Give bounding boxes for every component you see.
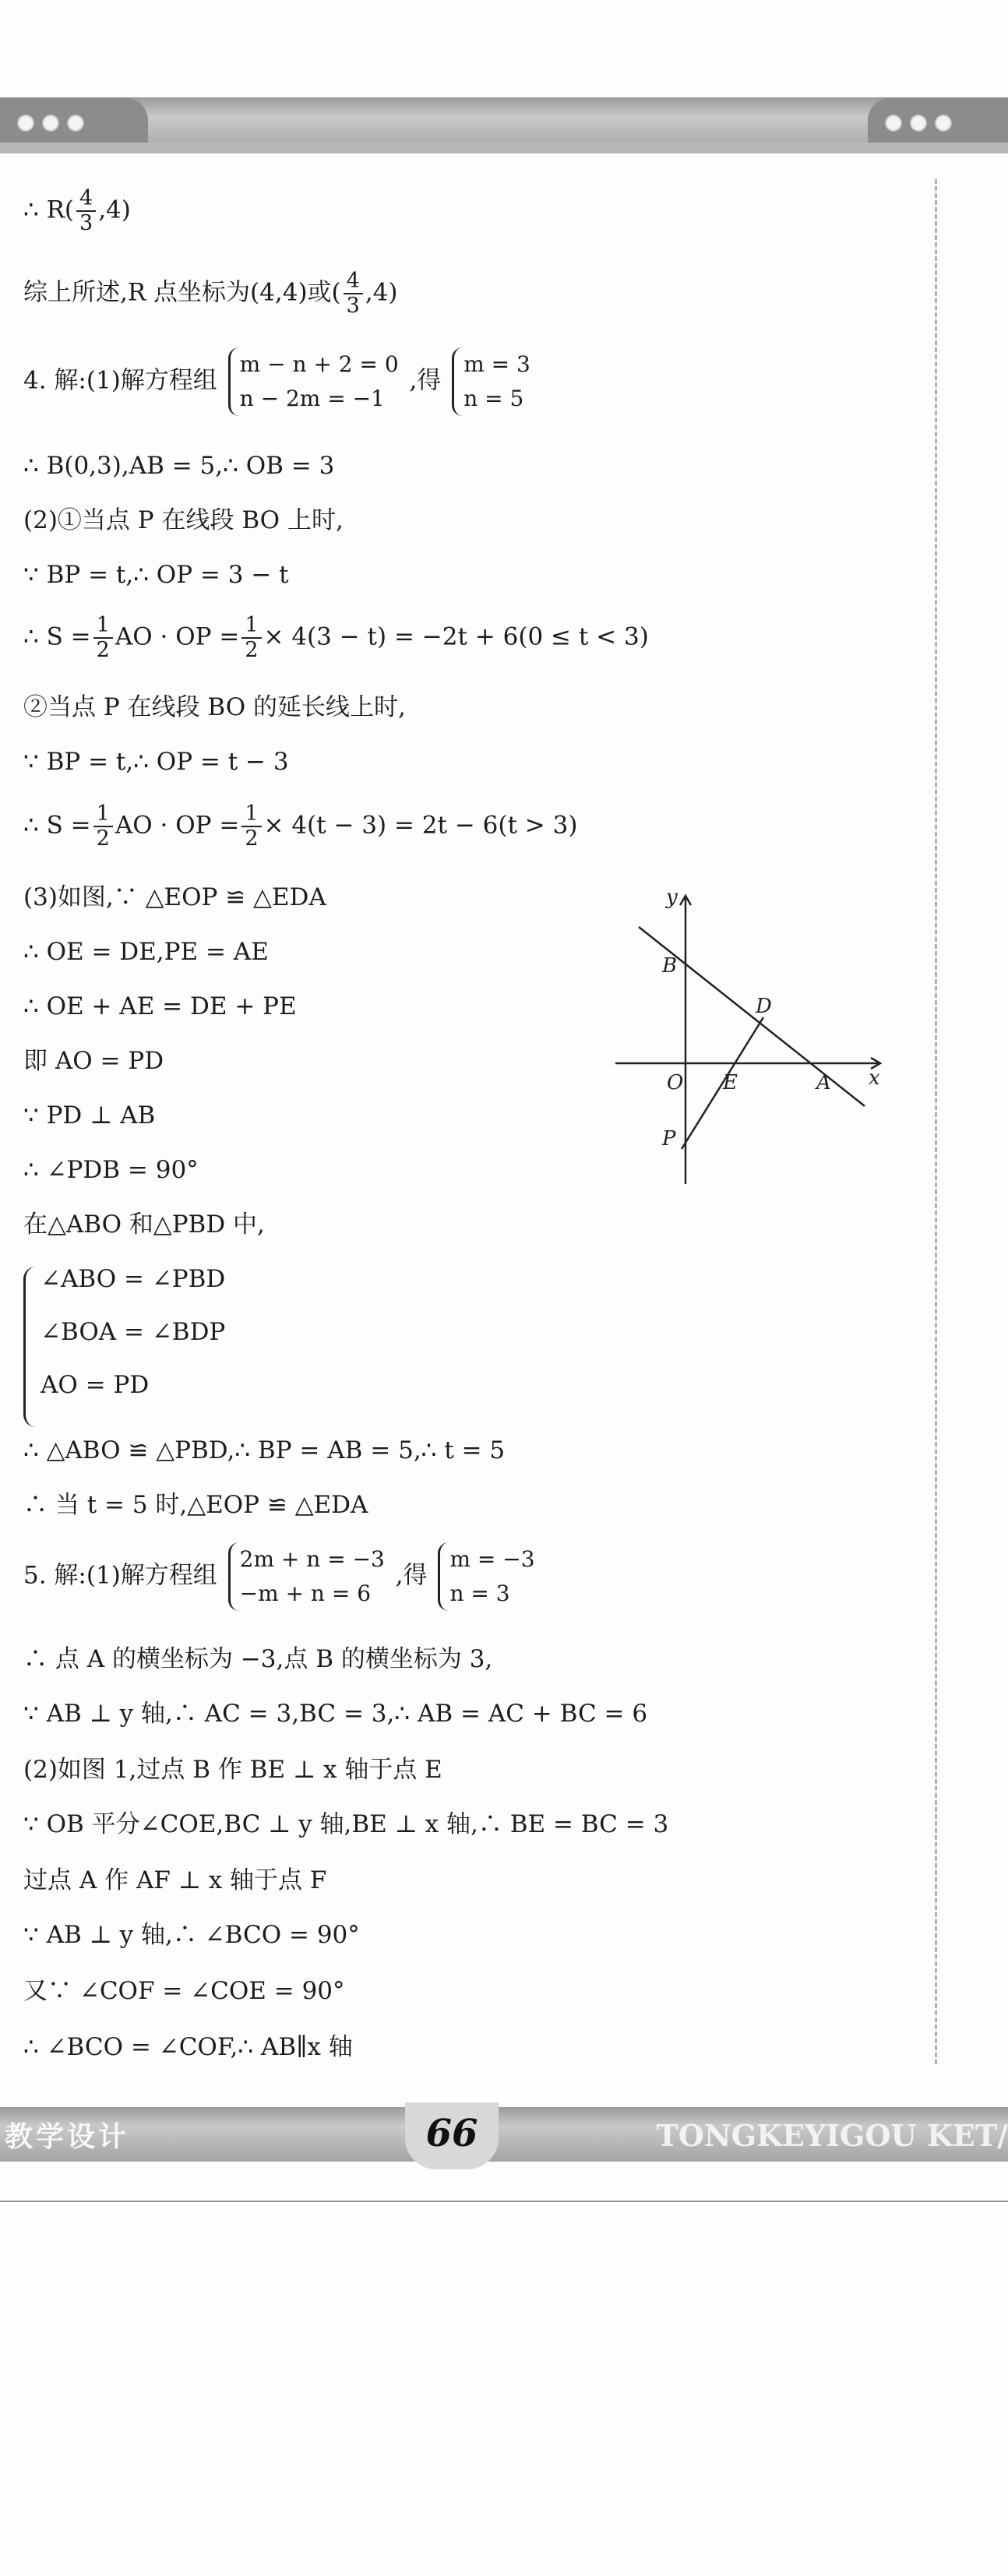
line-2: 综上所述,R 点坐标为(4,4)或( $\frac{4}{3}$ ,4)	[23, 269, 398, 318]
line-24: ∴ 点 A 的横坐标为 −3,点 B 的横坐标为 3,	[23, 1645, 493, 1673]
line-13: ∴ OE + AE = DE + PE	[23, 992, 297, 1020]
line-26: (2)如图 1,过点 B 作 BE ⊥ x 轴于点 E	[23, 1756, 442, 1784]
line-17: 在△ABO 和△PBD 中,	[23, 1210, 265, 1239]
solution-system: m = 3 n = 5	[452, 347, 530, 416]
line-6: ∵ BP = t,∴ OP = 3 − t	[23, 561, 289, 589]
equation-system: m − n + 2 = 0 n − 2m = −1	[228, 347, 399, 416]
fraction: $\frac{4}{3}$	[76, 187, 96, 235]
line-21: ∴ △ABO ≌ △PBD,∴ BP = AB = 5,∴ t = 5	[23, 1436, 506, 1464]
label-p: P	[662, 1127, 676, 1151]
site-text: TONGKEYIGOU KET/	[656, 2118, 1008, 2153]
fraction: $\frac{1}{2}$	[241, 614, 261, 662]
line-20: AO = PD	[41, 1371, 150, 1399]
geometry-figure	[608, 880, 888, 1192]
section-label: 教学设计	[5, 2121, 130, 2153]
column-divider	[935, 179, 937, 2064]
equation-system: 2m + n = −3 −m + n = 6	[228, 1542, 385, 1611]
fraction: $\frac{1}{2}$	[93, 802, 113, 851]
line-19: ∠BOA = ∠BDP	[41, 1318, 226, 1346]
label-x: x	[869, 1066, 880, 1090]
label-b: B	[662, 954, 678, 978]
line-14: 即 AO = PD	[23, 1047, 164, 1075]
label-e: E	[723, 1071, 738, 1094]
line-1: ∴ R( $\frac{4}{3}$ ,4)	[23, 186, 131, 235]
line-3-equation-system: 4. 解:(1)解方程组 m − n + 2 = 0 n − 2m = −1 ,得 m = 3 n = 5	[23, 347, 534, 416]
fraction: $\frac{4}{3}$	[344, 270, 363, 318]
line-25: ∵ AB ⊥ y 轴,∴ AC = 3,BC = 3,∴ AB = AC + BC = 6	[23, 1700, 648, 1728]
line-27: ∵ OB 平分∠COE,BC ⊥ y 轴,BE ⊥ x 轴,∴ BE = BC = 3	[23, 1810, 669, 1838]
line-22: ∴ 当 t = 5 时,△EOP ≌ △EDA	[23, 1491, 368, 1519]
line-28: 过点 A 作 AF ⊥ x 轴于点 F	[23, 1866, 327, 1894]
line-15: ∵ PD ⊥ AB	[23, 1101, 156, 1129]
label-y: y	[666, 886, 678, 909]
line-8: ②当点 P 在线段 BO 的延长线上时,	[23, 693, 406, 721]
line-11: (3)如图,∵ △EOP ≌ △EDA	[23, 883, 326, 911]
fraction: $\frac{1}{2}$	[241, 802, 261, 851]
line-31: ∴ ∠BCO = ∠COF,∴ AB∥x 轴	[23, 2033, 353, 2061]
solution-system: m = −3 n = 3	[438, 1542, 534, 1611]
line-10: ∴ S = $\frac{1}{2}$ AO · OP = $\frac{1}{2}$ × 4(t − 3) = 2t − 6(t > 3)	[23, 802, 578, 851]
page-number: 66	[405, 2102, 499, 2169]
header-bar	[0, 143, 1008, 153]
line-23-equation-system: 5. 解:(1)解方程组 2m + n = −3 −m + n = 6 ,得 m = −3 n = 3	[23, 1542, 538, 1611]
line-18: ∠ABO = ∠PBD	[41, 1265, 226, 1293]
line-30: 又∵ ∠COF = ∠COE = 90°	[23, 1977, 345, 2005]
line-12: ∴ OE = DE,PE = AE	[23, 938, 269, 966]
top-header-band	[0, 97, 1008, 153]
dots-decoration-right	[885, 115, 952, 132]
line-7: ∴ S = $\frac{1}{2}$ AO · OP = $\frac{1}{2}$ × 4(3 − t) = −2t + 6(0 ≤ t < 3)	[23, 613, 649, 662]
label-o: O	[667, 1071, 684, 1094]
line-29: ∵ AB ⊥ y 轴,∴ ∠BCO = 90°	[23, 1921, 360, 1949]
footer-band	[0, 2107, 1008, 2162]
label-a: A	[816, 1071, 831, 1094]
line-4: ∴ B(0,3),AB = 5,∴ OB = 3	[23, 452, 335, 480]
fraction: $\frac{1}{2}$	[93, 614, 113, 662]
footer-rule	[0, 2201, 1008, 2202]
line-16: ∴ ∠PDB = 90°	[23, 1156, 199, 1184]
line-9: ∵ BP = t,∴ OP = t − 3	[23, 748, 289, 776]
condition-brace	[23, 1267, 40, 1427]
label-d: D	[756, 995, 772, 1018]
dots-decoration-left	[17, 115, 84, 132]
line-5: (2)①当点 P 在线段 BO 上时,	[23, 506, 344, 534]
